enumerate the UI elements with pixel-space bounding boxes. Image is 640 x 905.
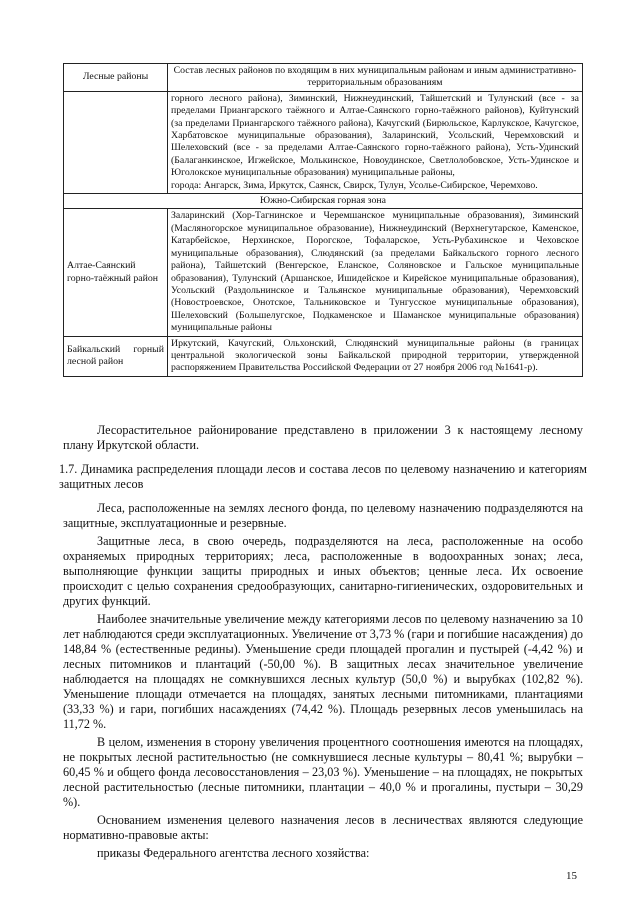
section-heading: 1.7. Динамика распределения площади лесов и состава лесов по целевому назначению и категориям защитных лесов	[59, 462, 587, 491]
paragraph-2: Леса, расположенные на землях лесного фонда, по целевому назначению подразделяются на защитные, эксплуатационные и резервные.	[63, 501, 583, 530]
paragraph-7: приказы Федерального агентства лесного хозяйства:	[97, 846, 370, 860]
table-zone-row	[64, 194, 583, 209]
paragraph-3: Защитные леса, в свою очередь, подразделяются на леса, расположенные на особо охраняемых природных территориях; леса, расположенные в водоохранных зонах; леса, выполняющие функции защиты природных и иных объектов; ценные леса. Их освоение происходит с целью сохранения средообразующих, санитарно-гигиенических, оздоровительных и других функций.	[63, 534, 583, 608]
paragraph-6: Основанием изменения целевого назначения лесов в лесничествах являются следующие нормативно-правовые акты:	[63, 813, 583, 842]
district-name: Байкальский горный лесной район	[64, 336, 168, 376]
body-text	[59, 423, 587, 861]
table-cell-empty	[64, 91, 168, 193]
table-row	[64, 336, 583, 376]
table-row	[64, 209, 583, 336]
continuation-text: горного лесного района), Зиминский, Нижнеудинский, Тайшетский и Тулунский (все - за пределами Приангарского таёжного и Алтае-Саянского горно-таёжного районов), Куйтунский (за пределами Приангарского таёжного района), Качугский (Бирюльское, Карлукское, Качугское, Харбатовское муниципальные образования), Заларинский, Усольский, Черемховский и Шелеховский (все - за пределами Алтае-Саянского горно-таёжного района), Усть-Удинский (Балаганкинское, Игжейское, Молькинское, Новоудинское, Светлолобовское, Усть-Удинское и Юголокское муниципальные образования) муниципальные районы,	[171, 92, 579, 179]
zone-label: Южно-Сибирская горная зона	[64, 194, 583, 209]
table-header-row	[64, 64, 583, 92]
paragraph-5: В целом, изменения в сторону увеличения процентного соотношения имеются на площадях, не покрытых лесной растительностью (не сомкнувшиеся лесные культуры – 80,41 %; вырубки – 60,45 % и общего фонда лесовосстановления – 23,03 %). Уменьшение – на площадях, не покрытых лесной растительностью (лесные питомники, плантации – 40,0 % и прогалины, пустыри – 30,29 %).	[63, 735, 583, 809]
district-composition: Иркутский, Качугский, Ольхонский, Слюдянский муниципальные районы (в границах центральной экологической зоны Байкальской природной территории, утвержденной распоряжением Правительства Российской Федерации от 27 ноября 2006 год №1641-р).	[168, 336, 583, 376]
district-name: Алтае-Саянский горно-таёжный район	[64, 209, 168, 336]
continuation-cities: города: Ангарск, Зима, Иркутск, Саянск, Свирск, Тулун, Усолье-Сибирское, Черемхово.	[171, 179, 538, 191]
header-composition: Состав лесных районов по входящим в них муниципальным районам и иным административно-территориальным образованиям	[168, 64, 583, 92]
page-number: 15	[566, 870, 577, 882]
header-districts: Лесные районы	[64, 64, 168, 92]
table-row	[64, 91, 583, 193]
table-cell-continuation	[168, 91, 583, 193]
paragraph-1: Лесорастительное районирование представлено в приложении 3 к настоящему лесному плану Иркутской области.	[63, 423, 583, 452]
forest-districts-table	[63, 63, 583, 377]
paragraph-4: Наиболее значительные увеличение между категориями лесов по целевому назначению за 10 лет наблюдаются среди эксплуатационных. Увеличение от 3,73 % (гари и погибшие насаждения) до 148,84 % (естественные редины). Уменьшение среди площадей прогалин и пустырей (-4,42 %) и лесных питомников и плантаций (-50,00 %). В защитных лесах значительное увеличение наблюдается на площадях не сомкнувшихся лесных культур (50,0 %) и вырубках (102,82 %). Уменьшение площади отмечается на площадях, занятых лесными питомниками, плантациями (33,33 %) и гари, погибших насаждениях (74,42 %). Площадь резервных лесов уменьшилась на 11,72 %.	[63, 612, 583, 731]
district-composition: Заларинский (Хор-Тагнинское и Черемшанское муниципальные образования), Зиминский (Масляногорское муниципальное образование), Нижнеудинский (Верхнегутарское, Каменское, Катарбейское, Нерхинское, Порогское, Тофаларское, Усть-Рубахинское и Чеховское муниципальные образования), Слюдянский (за пределами Байкальского горного лесного района), Тайшетский (Венгерское, Еланское, Соляновское и Гальское муниципальные образования), Тулунский (Аршанское, Ишидейское и Кирейское муниципальные образования), Усольский (Раздольнинское и Тальянское муниципальные образования), Черемховский (Новостроевское, Онотское, Тальниковское и Тунгусское муниципальные образования), Шелеховский (Большелугское, Подкаменское и Шаманское муниципальные образования) муниципальные районы	[168, 209, 583, 336]
